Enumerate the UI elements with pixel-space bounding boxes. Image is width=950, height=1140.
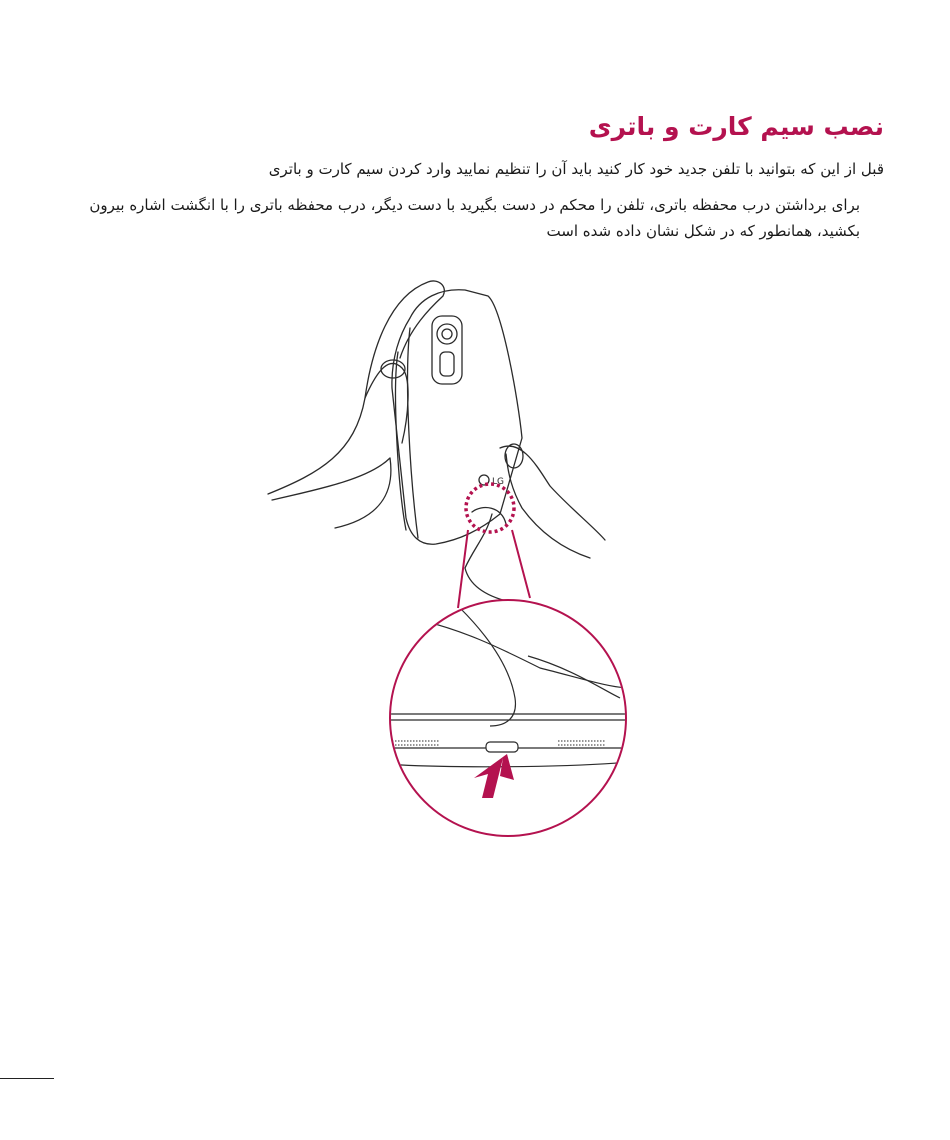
phone-body bbox=[392, 290, 522, 545]
svg-text:LG: LG bbox=[492, 477, 504, 487]
instruction-paragraph: برای برداشتن درب محفظه باتری، تلفن را محکم در دست بگیرید با دست دیگر، درب محفظه باتری را با انگشت اشاره بیرون بکشید، همانطور که در شکل نشان داده شده است bbox=[89, 196, 860, 240]
phone-back-cover-removal-illustration bbox=[260, 268, 630, 838]
intro-paragraph: قبل از این که بتوانید با تلفن جدید خود کار کنید باید آن را تنظیم نمایید وارد کردن سیم کارت و باتری bbox=[268, 160, 884, 178]
section-title: نصب سیم کارت و باتری bbox=[588, 112, 884, 141]
camera-module bbox=[432, 316, 462, 384]
page-footer-rule bbox=[0, 1078, 54, 1079]
zoom-detail bbox=[385, 600, 630, 836]
left-hand bbox=[268, 281, 444, 494]
